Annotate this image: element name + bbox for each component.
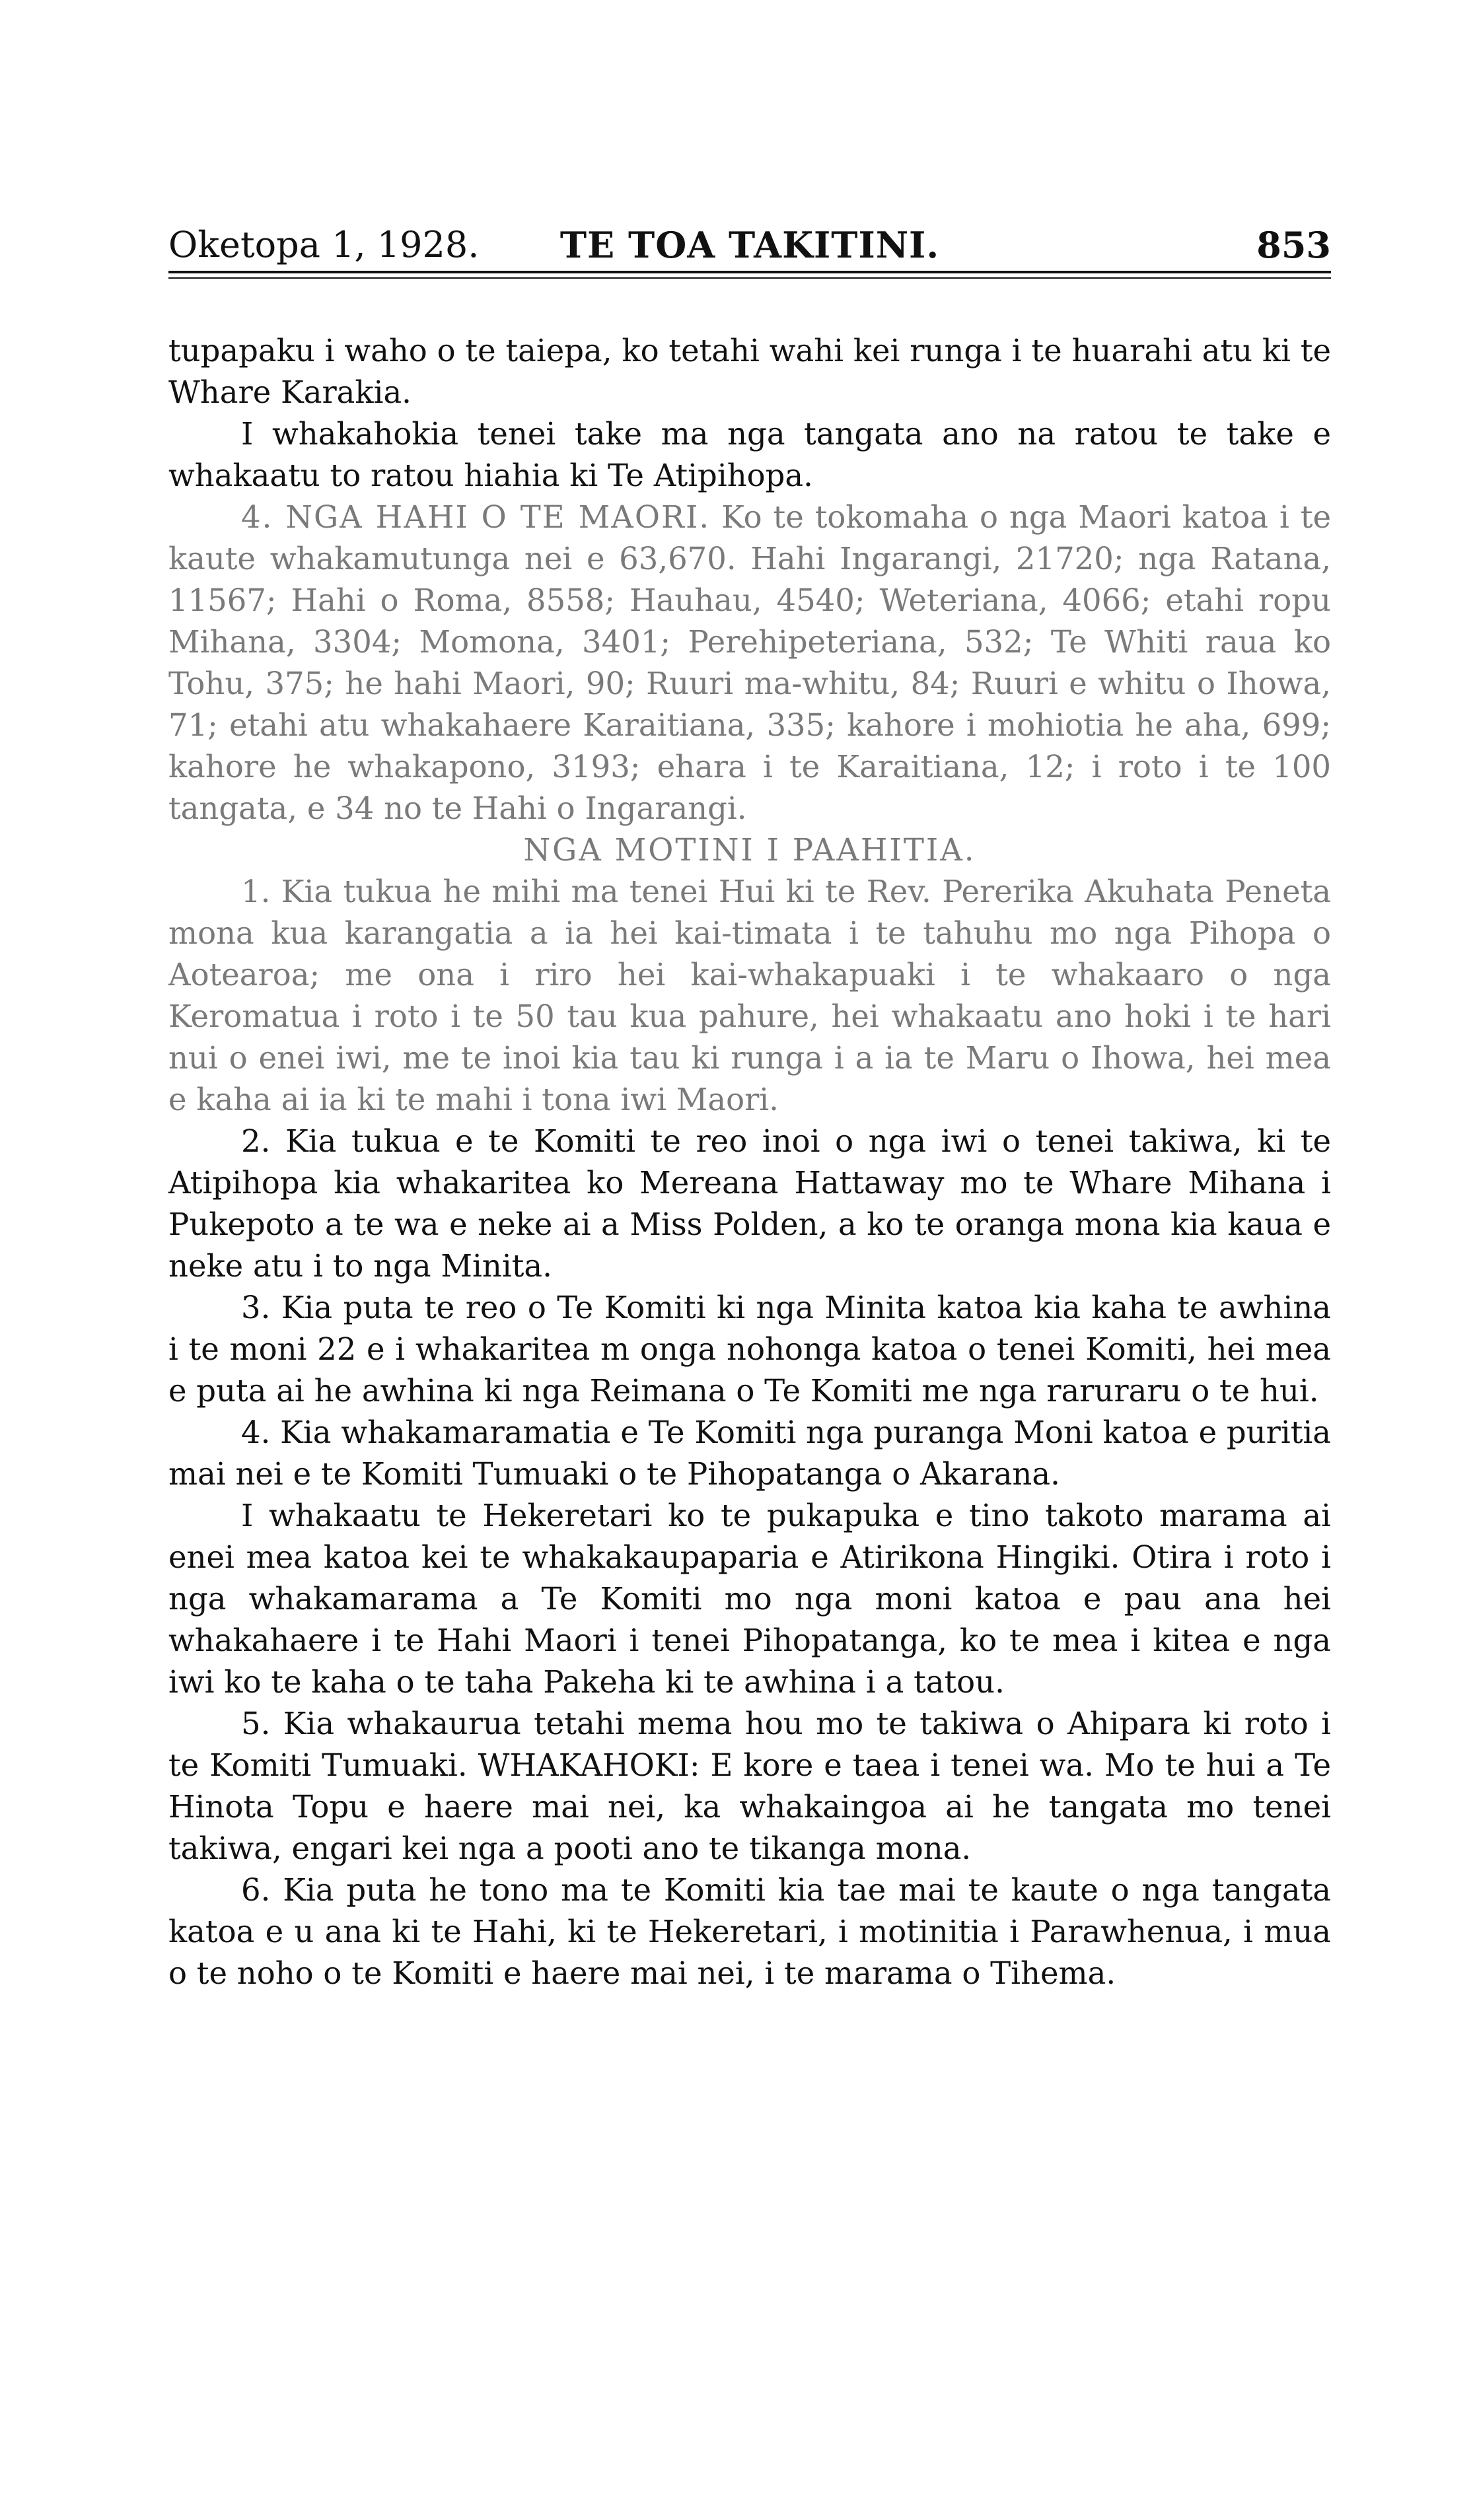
header-rule-thin bbox=[168, 277, 1331, 279]
motion-5 bbox=[168, 1703, 1331, 1870]
section-title: NGA MOTINI I PAAHITIA. bbox=[523, 832, 976, 868]
churches-text: Ko te tokomaha o nga Maori katoa i te kaute whakamutunga nei e 63,670. Hahi Ingarangi, 21720; nga Ratana, 11567; Hahi o Roma, 8558; Hauhau, 4540; Weteriana, 4066; etahi ropu Mihana, 3304; Momona, 3401; Perehipeteriana, 532; Te Whiti raua ko Tohu, 375; he hahi Maori, 90; Ruuri ma-whitu, 84; Ruuri e whitu o Ihowa, 71; etahi atu whakahaere Karaitiana, 335; kahore i mohiotia he aha, 699; kahore he whakapono, 3193; ehara i te Karaitiana, 12; i roto i te 100 tangata, e 34 no te Hahi o Ingarangi. bbox=[168, 499, 1331, 826]
header-rule-thick bbox=[168, 271, 1331, 273]
page-header bbox=[168, 222, 1331, 268]
paragraph-continued: tupapaku i waho o te taiepa, ko tetahi wahi kei runga i te huarahi atu ki te Whare Karakia. bbox=[168, 333, 1331, 410]
article-body bbox=[168, 330, 1331, 1994]
header-date: Oketopa 1, 1928. bbox=[168, 224, 480, 265]
churches-heading: 4. NGA HAHI O TE MAORI. bbox=[241, 499, 711, 535]
motion-1: 1. Kia tukua he mihi ma tenei Hui ki te Rev. Pererika Akuhata Peneta mona kua karangatia a ia hei kai-timata i te tahuhu mo nga Pihopa o Aotearoa; me ona i riro hei kai-whakapuaki i te whakaaro o nga Keromatua i roto i te 50 tau kua pahure, hei whakaatu ano hoki i te hari nui o enei iwi, me te inoi kia tau ki runga i a ia te Maru o Ihowa, hei mea e kaha ai ia ki te mahi i tona iwi Maori. bbox=[168, 874, 1331, 1117]
motion-3: 3. Kia puta te reo o Te Komiti ki nga Minita katoa kia kaha te awhina i te moni 22 e i whakaritea m onga nohonga katoa o tenei Komiti, hei mea e puta ai he awhina ki nga Reimana o Te Komiti me nga raruraru o te hui. bbox=[168, 1290, 1331, 1409]
motion-2: 2. Kia tukua e te Komiti te reo inoi o nga iwi o tenei takiwa, ki te Atipihopa kia whakaritea ko Mereana Hattaway mo te Whare Mihana i Pukepoto a te wa e neke ai a Miss Polden, a ko te oranga mona kia kaua e neke atu i to nga Minita. bbox=[168, 1123, 1331, 1284]
paragraph-resolution: I whakahokia tenei take ma nga tangata ano na ratou te take e whakaatu to ratou hiahia ki Te Atipihopa. bbox=[168, 416, 1331, 493]
motion-6: 6. Kia puta he tono ma te Komiti kia tae mai te kaute o nga tangata katoa e u ana ki te Hahi, ki te Hekeretari, i motinitia i Parawhenua, i mua o te noho o te Komiti e haere mai nei, i te marama o Tihema. bbox=[168, 1872, 1331, 1991]
paragraph-secretary: I whakaatu te Hekeretari ko te pukapuka e tino takoto marama ai enei mea katoa kei te whakakaupaparia e Atirikona Hingiki. Otira i roto i nga whakamarama a Te Komiti mo nga moni katoa e pau ana hei whakahaere i te Hahi Maori i tenei Pihopatanga, ko te mea i kitea e nga iwi ko te kaha o te taha Pakeha ki te awhina i a tatou. bbox=[168, 1498, 1331, 1700]
header-page-number: 853 bbox=[1256, 224, 1331, 266]
header-title: TE TOA TAKITINI. bbox=[559, 224, 940, 266]
motion-5-text: 5. Kia whakaurua tetahi mema hou mo te takiwa o Ahipara ki roto i te Komiti Tumuaki. bbox=[168, 1706, 1331, 1783]
motion-5-reply-label: WHAKAHOKI: bbox=[478, 1747, 700, 1783]
motion-4: 4. Kia whakamaramatia e Te Komiti nga puranga Moni katoa e puritia mai nei e te Komiti Tumuaki o te Pihopatanga o Akarana. bbox=[168, 1415, 1331, 1492]
motion-5-reply: E kore e taea i tenei wa. Mo te hui a Te Hinota Topu e haere mai nei, ka whakaingoa ai he tangata mo tenei takiwa, engari kei nga a pooti ano te tikanga mona. bbox=[168, 1747, 1332, 1866]
paragraph-churches bbox=[168, 497, 1331, 829]
